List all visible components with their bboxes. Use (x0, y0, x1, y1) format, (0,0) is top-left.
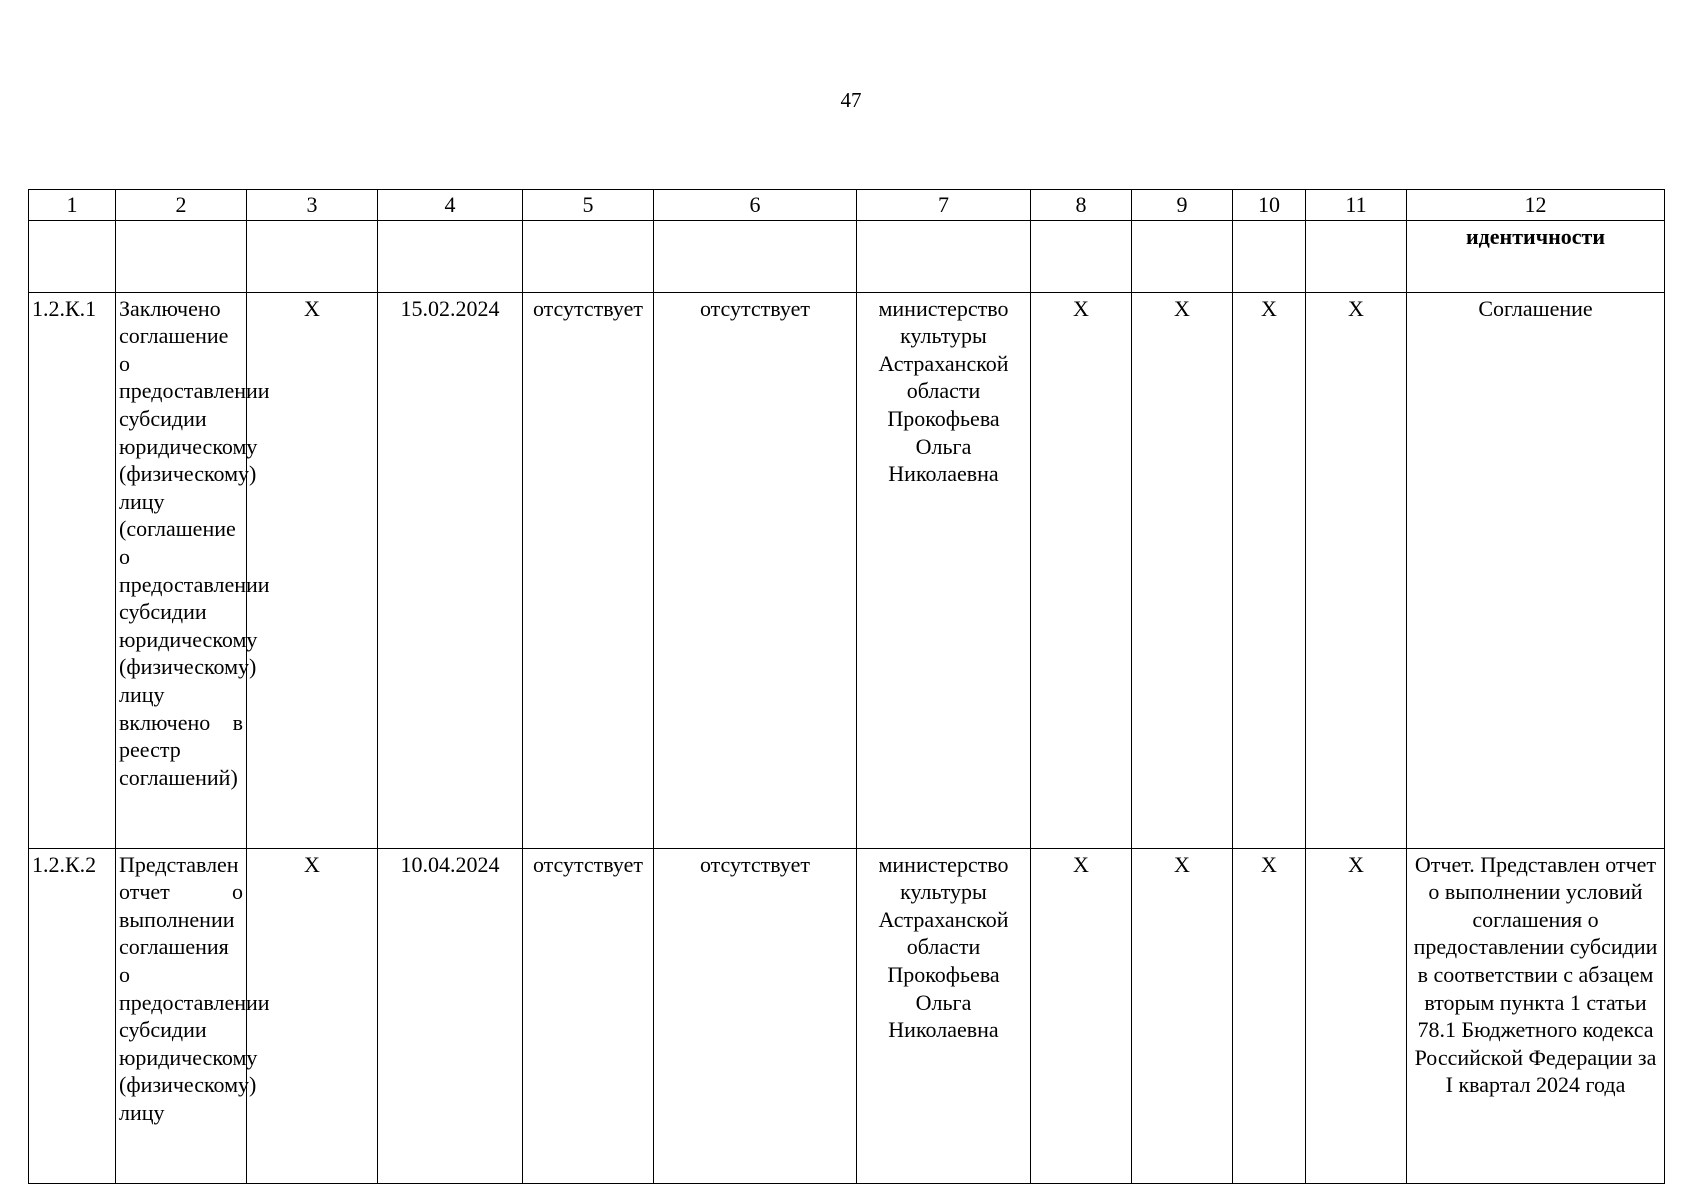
row-col8: X (1031, 848, 1132, 1183)
row-col6: отсутствует (654, 292, 857, 848)
row-col11: X (1306, 292, 1407, 848)
row-date: 10.04.2024 (378, 848, 523, 1183)
row-document: Отчет. Представлен отчет о выполнении условий соглашения о предоставлении субсидии в соответствии с абзацем вторым пункта 1 статьи 78.1 Бюджетного кодекса Российской Федерации за I квартал 2024 года (1407, 848, 1665, 1183)
table-row (29, 848, 1665, 1183)
header-cell: 8 (1031, 190, 1132, 221)
header-cell: 7 (857, 190, 1031, 221)
header-cell: 12 (1407, 190, 1665, 221)
row-col3: X (247, 848, 378, 1183)
row-col8: X (1031, 292, 1132, 848)
continuation-row (29, 220, 1665, 292)
header-cell: 9 (1132, 190, 1233, 221)
row-col10: X (1233, 292, 1306, 848)
row-code: 1.2.К.1 (29, 292, 116, 848)
header-cell: 10 (1233, 190, 1306, 221)
row-code: 1.2.К.2 (29, 848, 116, 1183)
row-col9: X (1132, 848, 1233, 1183)
continuation-text: идентичности (1407, 220, 1665, 292)
table-row (29, 292, 1665, 848)
header-cell: 11 (1306, 190, 1407, 221)
row-description: Заключено соглашение о предоставлении субсидии юридическому (физическому) лицу (соглашение о предоставлении субсидии юридическому (физическому) лицу включено в реестр соглашений) (116, 292, 247, 848)
header-cell: 4 (378, 190, 523, 221)
row-col5: отсутствует (523, 292, 654, 848)
row-description: Представлен отчет о выполнении соглашения о предоставлении субсидии юридическому (физическому) лицу (116, 848, 247, 1183)
row-responsible: министерство культуры Астраханской области Прокофьева Ольга Николаевна (857, 292, 1031, 848)
header-cell: 3 (247, 190, 378, 221)
row-date: 15.02.2024 (378, 292, 523, 848)
page-number: 47 (840, 88, 862, 112)
row-col5: отсутствует (523, 848, 654, 1183)
header-cell: 1 (29, 190, 116, 221)
header-cell: 6 (654, 190, 857, 221)
row-responsible: министерство культуры Астраханской области Прокофьева Ольга Николаевна (857, 848, 1031, 1183)
header-cell: 5 (523, 190, 654, 221)
row-col9: X (1132, 292, 1233, 848)
header-row (29, 190, 1665, 221)
row-document: Соглашение (1407, 292, 1665, 848)
plan-table (28, 189, 1665, 1184)
row-col11: X (1306, 848, 1407, 1183)
header-cell: 2 (116, 190, 247, 221)
row-col10: X (1233, 848, 1306, 1183)
row-col3: X (247, 292, 378, 848)
row-col6: отсутствует (654, 848, 857, 1183)
